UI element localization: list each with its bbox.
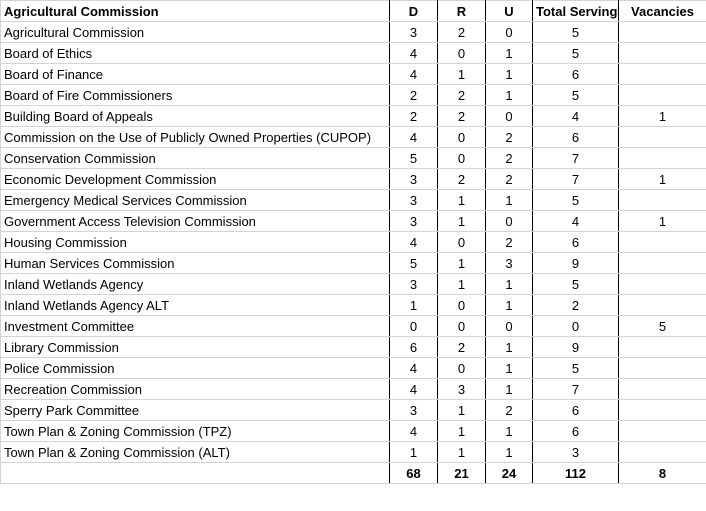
cell-total-serving[interactable]: 6 [533, 232, 619, 253]
cell-commission-name[interactable]: Emergency Medical Services Commission [1, 190, 390, 211]
cell-u[interactable]: 1 [486, 43, 533, 64]
table-row [1, 253, 706, 274]
header-vacancies[interactable]: Vacancies [619, 1, 706, 22]
cell-vacancies[interactable]: 5 [619, 316, 706, 337]
table-row [1, 190, 706, 211]
cell-u[interactable]: 1 [486, 190, 533, 211]
cell-r[interactable]: 0 [438, 316, 486, 337]
cell-d[interactable]: 5 [390, 148, 438, 169]
cell-commission-name[interactable]: Inland Wetlands Agency [1, 274, 390, 295]
cell-r[interactable]: 0 [438, 43, 486, 64]
cell-commission-name[interactable]: Recreation Commission [1, 379, 390, 400]
header-total-serving[interactable]: Total Serving [533, 1, 619, 22]
cell-u[interactable]: 2 [486, 400, 533, 421]
cell-d[interactable]: 1 [390, 442, 438, 463]
table-row [1, 169, 706, 190]
total-serving[interactable]: 112 [533, 463, 619, 484]
cell-vacancies[interactable] [619, 85, 706, 106]
cell-u[interactable]: 1 [486, 358, 533, 379]
table-row [1, 442, 706, 463]
cell-commission-name[interactable]: Library Commission [1, 337, 390, 358]
cell-total-serving[interactable]: 2 [533, 295, 619, 316]
cell-total-serving[interactable]: 5 [533, 274, 619, 295]
cell-vacancies[interactable] [619, 190, 706, 211]
cell-vacancies[interactable]: 1 [619, 106, 706, 127]
cell-commission-name[interactable]: Sperry Park Committee [1, 400, 390, 421]
cell-u[interactable]: 0 [486, 211, 533, 232]
cell-total-serving[interactable]: 0 [533, 316, 619, 337]
cell-total-serving[interactable]: 9 [533, 337, 619, 358]
cell-u[interactable]: 1 [486, 64, 533, 85]
table-row [1, 274, 706, 295]
cell-r[interactable]: 0 [438, 232, 486, 253]
cell-commission-name[interactable]: Conservation Commission [1, 148, 390, 169]
cell-d[interactable]: 2 [390, 106, 438, 127]
cell-r[interactable]: 1 [438, 211, 486, 232]
cell-r[interactable]: 2 [438, 337, 486, 358]
cell-u[interactable]: 3 [486, 253, 533, 274]
totals-row [1, 463, 706, 484]
cell-total-serving[interactable]: 9 [533, 253, 619, 274]
cell-commission-name[interactable]: Human Services Commission [1, 253, 390, 274]
cell-d[interactable]: 4 [390, 358, 438, 379]
cell-r[interactable]: 1 [438, 400, 486, 421]
cell-vacancies[interactable]: 1 [619, 169, 706, 190]
cell-r[interactable]: 1 [438, 253, 486, 274]
cell-vacancies[interactable] [619, 253, 706, 274]
cell-u[interactable]: 1 [486, 295, 533, 316]
cell-total-serving[interactable]: 5 [533, 358, 619, 379]
total-vacancies[interactable]: 8 [619, 463, 706, 484]
header-d[interactable]: D [390, 1, 438, 22]
cell-total-serving[interactable]: 7 [533, 169, 619, 190]
cell-r[interactable]: 0 [438, 295, 486, 316]
cell-d[interactable]: 3 [390, 190, 438, 211]
table-row [1, 106, 706, 127]
cell-vacancies[interactable] [619, 43, 706, 64]
cell-vacancies[interactable] [619, 295, 706, 316]
table-row [1, 337, 706, 358]
cell-total-serving[interactable]: 6 [533, 64, 619, 85]
cell-vacancies[interactable] [619, 400, 706, 421]
cell-vacancies[interactable] [619, 379, 706, 400]
cell-u[interactable]: 2 [486, 169, 533, 190]
cell-vacancies[interactable] [619, 148, 706, 169]
cell-vacancies[interactable] [619, 274, 706, 295]
cell-vacancies[interactable] [619, 337, 706, 358]
cell-total-serving[interactable]: 5 [533, 22, 619, 43]
cell-u[interactable]: 1 [486, 274, 533, 295]
table-row [1, 43, 706, 64]
cell-u[interactable]: 1 [486, 421, 533, 442]
cell-d[interactable]: 2 [390, 85, 438, 106]
cell-d[interactable]: 4 [390, 64, 438, 85]
cell-u[interactable]: 0 [486, 22, 533, 43]
cell-total-serving[interactable]: 5 [533, 85, 619, 106]
cell-vacancies[interactable] [619, 64, 706, 85]
table-row [1, 211, 706, 232]
cell-commission-name[interactable]: Police Commission [1, 358, 390, 379]
table-row [1, 358, 706, 379]
table-row [1, 232, 706, 253]
cell-u[interactable]: 1 [486, 442, 533, 463]
cell-u[interactable]: 1 [486, 379, 533, 400]
cell-r[interactable]: 0 [438, 148, 486, 169]
cell-vacancies[interactable] [619, 22, 706, 43]
cell-total-serving[interactable]: 7 [533, 379, 619, 400]
cell-u[interactable]: 0 [486, 106, 533, 127]
cell-r[interactable]: 0 [438, 127, 486, 148]
cell-r[interactable]: 1 [438, 190, 486, 211]
cell-vacancies[interactable] [619, 442, 706, 463]
cell-d[interactable]: 3 [390, 274, 438, 295]
cell-u[interactable]: 1 [486, 337, 533, 358]
cell-commission-name[interactable]: Town Plan & Zoning Commission (TPZ) [1, 421, 390, 442]
table-row [1, 127, 706, 148]
cell-d[interactable]: 3 [390, 400, 438, 421]
cell-commission-name[interactable]: Commission on the Use of Publicly Owned Properties (CUPOP) [1, 127, 390, 148]
cell-commission-name[interactable]: Board of Finance [1, 64, 390, 85]
total-r[interactable]: 21 [438, 463, 486, 484]
cell-u[interactable]: 1 [486, 85, 533, 106]
cell-d[interactable]: 3 [390, 22, 438, 43]
cell-vacancies[interactable] [619, 232, 706, 253]
cell-d[interactable]: 4 [390, 127, 438, 148]
total-d[interactable]: 68 [390, 463, 438, 484]
cell-r[interactable]: 0 [438, 358, 486, 379]
header-u[interactable]: U [486, 1, 533, 22]
cell-commission-name[interactable]: Government Access Television Commission [1, 211, 390, 232]
cell-d[interactable]: 0 [390, 316, 438, 337]
table-row [1, 421, 706, 442]
cell-d[interactable]: 1 [390, 295, 438, 316]
cell-u[interactable]: 0 [486, 316, 533, 337]
cell-total-serving[interactable]: 4 [533, 211, 619, 232]
cell-r[interactable]: 2 [438, 169, 486, 190]
cell-r[interactable]: 1 [438, 442, 486, 463]
cell-total-serving[interactable]: 5 [533, 43, 619, 64]
table-row [1, 22, 706, 43]
cell-d[interactable]: 4 [390, 379, 438, 400]
cell-total-serving[interactable]: 6 [533, 400, 619, 421]
cell-commission-name[interactable]: Town Plan & Zoning Commission (ALT) [1, 442, 390, 463]
table-row [1, 85, 706, 106]
cell-d[interactable]: 3 [390, 169, 438, 190]
cell-commission-name[interactable]: Building Board of Appeals [1, 106, 390, 127]
cell-d[interactable]: 3 [390, 211, 438, 232]
totals-label-cell[interactable] [1, 463, 390, 484]
table-row [1, 64, 706, 85]
header-commission[interactable]: Agricultural Commission [1, 1, 390, 22]
table-row [1, 316, 706, 337]
table-row [1, 295, 706, 316]
cell-vacancies[interactable] [619, 127, 706, 148]
cell-total-serving[interactable]: 7 [533, 148, 619, 169]
cell-d[interactable]: 5 [390, 253, 438, 274]
cell-total-serving[interactable]: 5 [533, 190, 619, 211]
cell-d[interactable]: 4 [390, 43, 438, 64]
cell-vacancies[interactable] [619, 358, 706, 379]
cell-commission-name[interactable]: Board of Fire Commissioners [1, 85, 390, 106]
header-row [1, 1, 706, 22]
cell-total-serving[interactable]: 6 [533, 421, 619, 442]
cell-r[interactable]: 3 [438, 379, 486, 400]
cell-d[interactable]: 6 [390, 337, 438, 358]
cell-vacancies[interactable]: 1 [619, 211, 706, 232]
total-u[interactable]: 24 [486, 463, 533, 484]
cell-r[interactable]: 1 [438, 274, 486, 295]
cell-r[interactable]: 1 [438, 64, 486, 85]
cell-commission-name[interactable]: Inland Wetlands Agency ALT [1, 295, 390, 316]
cell-d[interactable]: 4 [390, 421, 438, 442]
cell-u[interactable]: 2 [486, 148, 533, 169]
cell-commission-name[interactable]: Housing Commission [1, 232, 390, 253]
cell-total-serving[interactable]: 6 [533, 127, 619, 148]
cell-r[interactable]: 1 [438, 421, 486, 442]
cell-d[interactable]: 4 [390, 232, 438, 253]
table-row [1, 379, 706, 400]
cell-commission-name[interactable]: Economic Development Commission [1, 169, 390, 190]
cell-commission-name[interactable]: Agricultural Commission [1, 22, 390, 43]
table-row [1, 148, 706, 169]
cell-r[interactable]: 2 [438, 22, 486, 43]
cell-commission-name[interactable]: Investment Committee [1, 316, 390, 337]
cell-u[interactable]: 2 [486, 127, 533, 148]
cell-total-serving[interactable]: 3 [533, 442, 619, 463]
cell-r[interactable]: 2 [438, 85, 486, 106]
cell-vacancies[interactable] [619, 421, 706, 442]
table-row [1, 400, 706, 421]
cell-total-serving[interactable]: 4 [533, 106, 619, 127]
cell-u[interactable]: 2 [486, 232, 533, 253]
cell-commission-name[interactable]: Board of Ethics [1, 43, 390, 64]
cell-r[interactable]: 2 [438, 106, 486, 127]
header-r[interactable]: R [438, 1, 486, 22]
